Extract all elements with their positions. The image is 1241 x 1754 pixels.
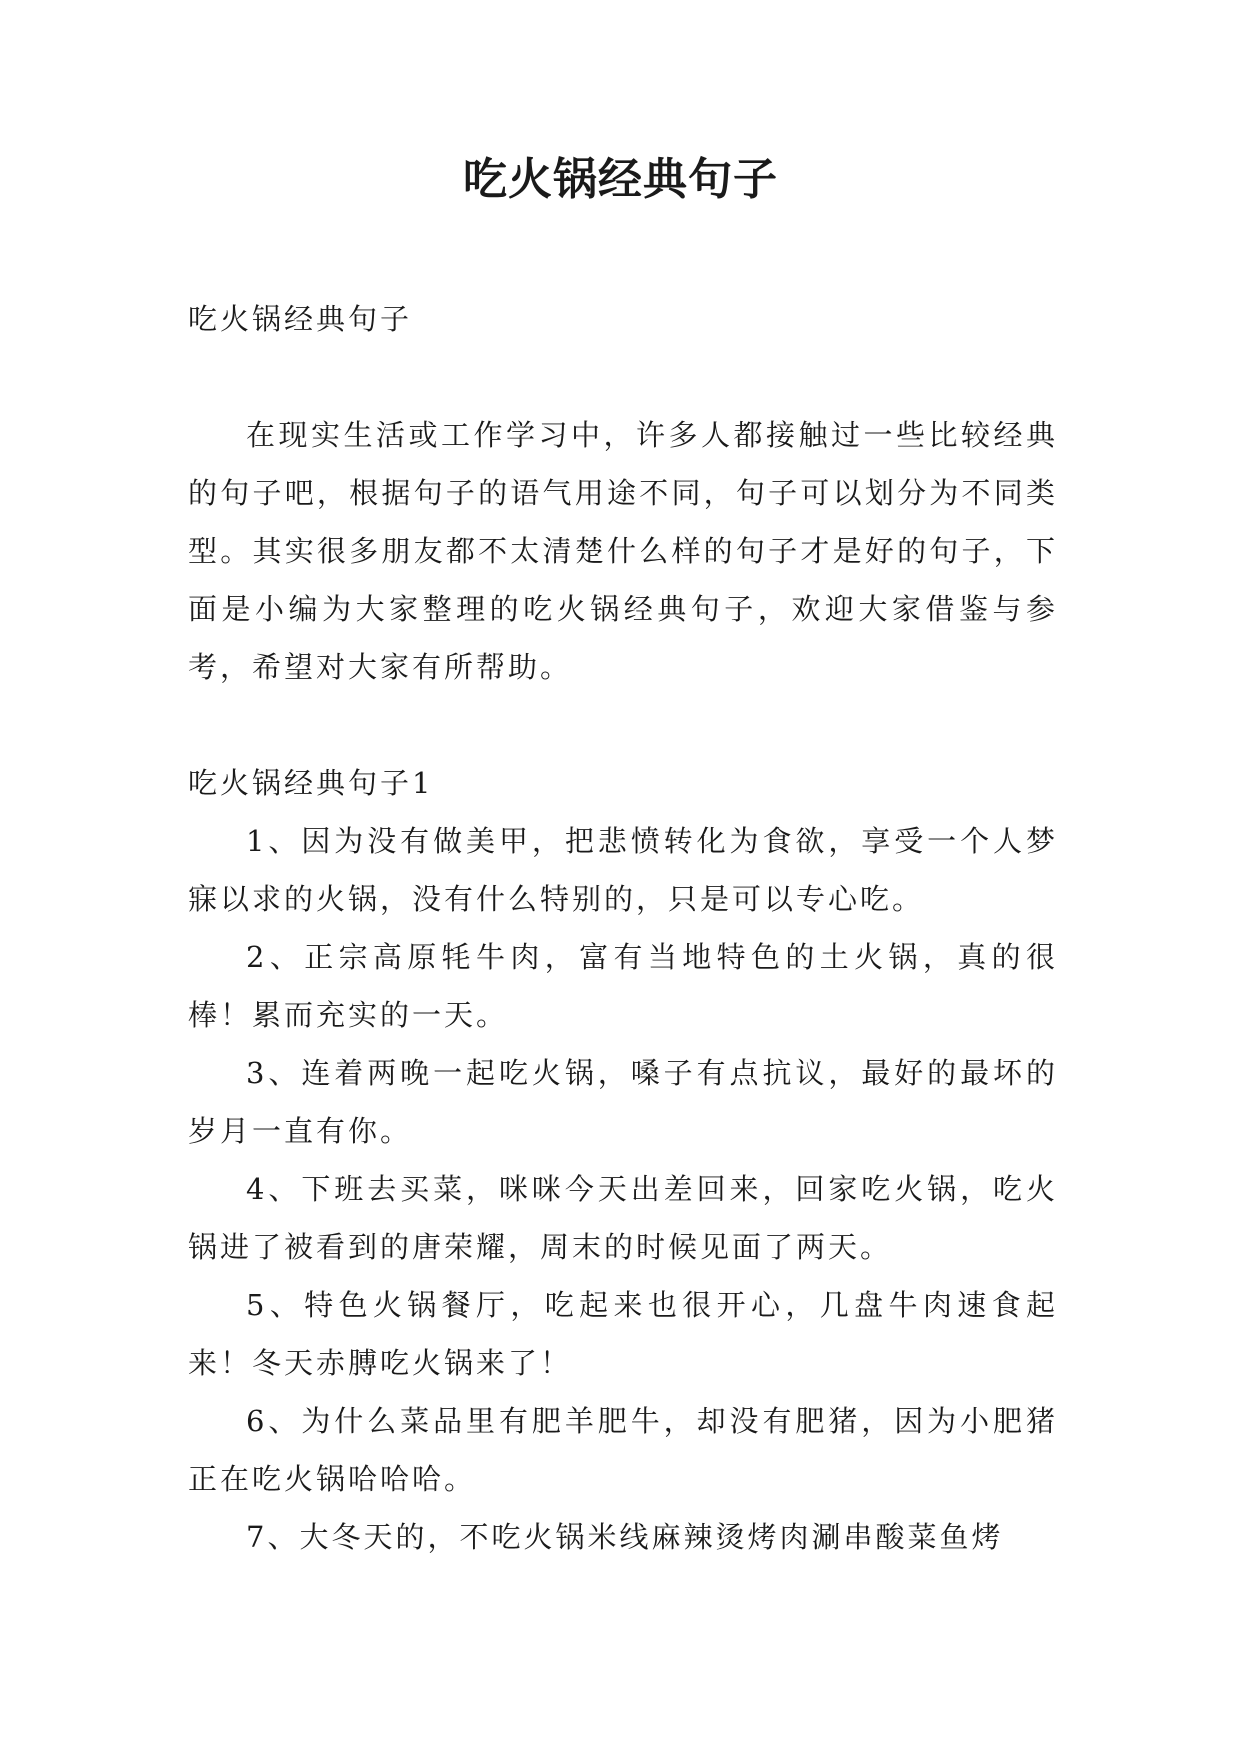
list-item: 2、正宗高原牦牛肉，富有当地特色的土火锅，真的很棒！累而充实的一天。 [188, 940, 1058, 1032]
section-heading: 吃火锅经典句子1 [188, 766, 434, 800]
list-item: 3、连着两晚一起吃火锅，嗓子有点抗议，最好的最坏的岁月一直有你。 [188, 1056, 1058, 1148]
intro-paragraph: 在现实生活或工作学习中，许多人都接触过一些比较经典的句子吧，根据句子的语气用途不同，句子可以划分为不同类型。其实很多朋友都不太清楚什么样的句子才是好的句子，下面是小编为大家整理的吃火锅经典句子，欢迎大家借鉴与参考，希望对大家有所帮助。 [188, 418, 1058, 684]
list-item: 1、因为没有做美甲，把悲愤转化为食欲，享受一个人梦寐以求的火锅，没有什么特别的，只是可以专心吃。 [188, 824, 1058, 916]
list-item: 5、特色火锅餐厅，吃起来也很开心，几盘牛肉速食起来！冬天赤膊吃火锅来了！ [188, 1288, 1058, 1380]
document-subtitle: 吃火锅经典句子 [188, 302, 413, 336]
list-item: 4、下班去买菜，咪咪今天出差回来，回家吃火锅，吃火锅进了被看到的唐荣耀，周末的时候见面了两天。 [188, 1172, 1058, 1264]
list-item: 7、大冬天的，不吃火锅米线麻辣烫烤肉涮串酸菜鱼烤 [246, 1520, 1004, 1554]
document-body [188, 290, 1058, 1566]
document-title: 吃火锅经典句子 [463, 154, 778, 205]
list-item: 6、为什么菜品里有肥羊肥牛，却没有肥猪，因为小肥猪正在吃火锅哈哈哈。 [188, 1404, 1058, 1496]
